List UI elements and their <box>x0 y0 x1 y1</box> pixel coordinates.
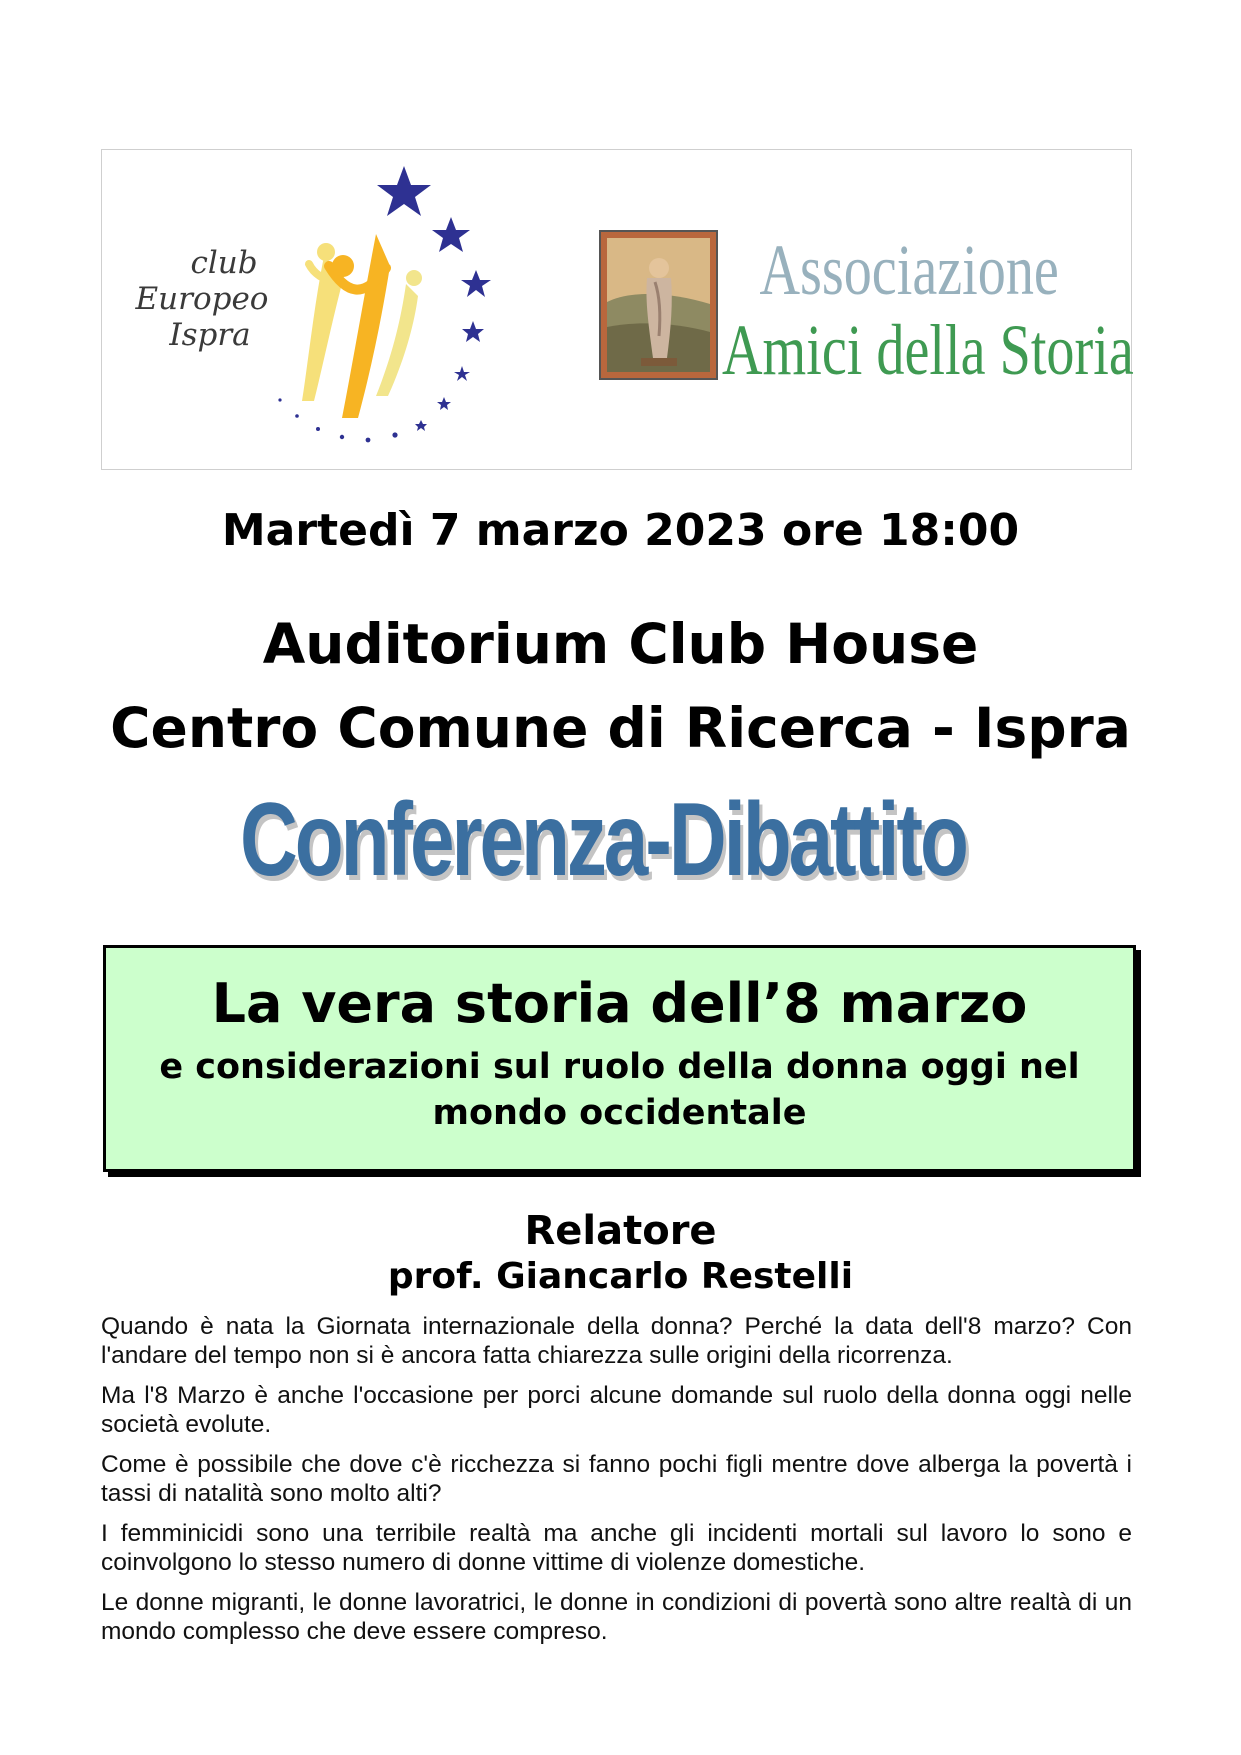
club-logo-line1: club <box>190 245 258 281</box>
club-logo-line2: Europeo <box>135 281 269 317</box>
association-logo-line2: Amici della Storia <box>722 310 1134 390</box>
club-logo-line3: Ispra <box>169 317 251 353</box>
talk-subtitle: e considerazioni sul ruolo della donna oggi nel mondo occidentale <box>159 1047 1080 1133</box>
event-type-heading: Conferenza-Dibattito <box>240 782 966 898</box>
description-paragraph: Le donne migranti, le donne lavoratrici, le donne in condizioni di povertà sono altre realtà di un mondo complesso che deve essere compreso. <box>101 1589 1132 1645</box>
talk-title: La vera storia dell’8 marzo <box>211 972 1028 1035</box>
association-logo-text <box>722 230 1134 390</box>
association-logo-line1: Associazione <box>759 230 1059 310</box>
renaissance-painting-icon <box>599 230 718 380</box>
speaker-name: prof. Giancarlo Restelli <box>387 1256 854 1297</box>
description-paragraph: Quando è nata la Giornata internazionale della donna? Perché la data dell'8 marzo? Con l'andare del tempo non si è ancora fatta chiarezza sulle origini della ricorrenza. <box>101 1313 1132 1369</box>
description-paragraph: Ma l'8 Marzo è anche l'occasione per porci alcune domande sul ruolo della donna oggi nelle società evolute. <box>101 1382 1132 1438</box>
description-paragraph: Come è possibile che dove c'è ricchezza si fanno pochi figli mentre dove alberga la povertà i tassi di natalità sono molto alti? <box>101 1451 1132 1507</box>
talk-title-box <box>103 945 1136 1172</box>
description-paragraph: I femminicidi sono una terribile realtà ma anche gli incidenti mortali sul lavoro lo sono e coinvolgono lo stesso numero di donne vittime di violenze domestiche. <box>101 1520 1132 1576</box>
event-date-time: Martedì 7 marzo 2023 ore 18:00 <box>221 505 1020 556</box>
speaker-label: Relatore <box>524 1208 717 1254</box>
logo-banner <box>101 149 1132 470</box>
event-venue-line2: Centro Comune di Ricerca - Ispra <box>110 696 1131 760</box>
event-venue-line1: Auditorium Club House <box>262 612 979 676</box>
club-logo-text <box>122 245 282 353</box>
description-text <box>101 1312 1132 1657</box>
